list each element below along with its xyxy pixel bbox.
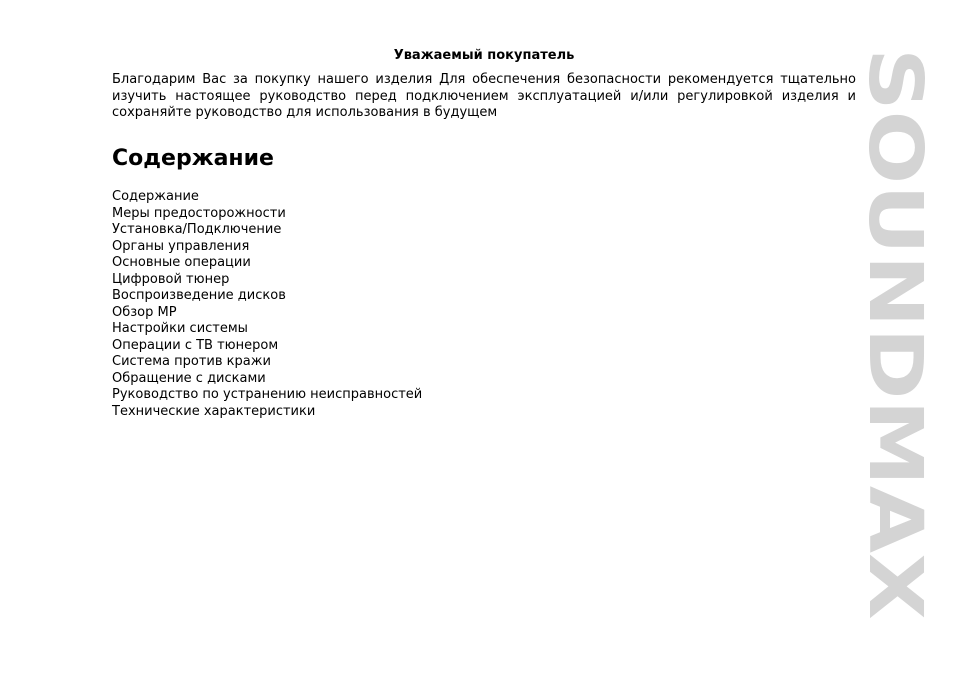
toc-heading: Содержание — [112, 146, 274, 171]
toc-item: Технические характеристики — [112, 403, 316, 419]
toc-item: Меры предосторожности — [112, 205, 286, 221]
toc-item: Воспроизведение дисков — [112, 288, 286, 303]
toc-item: Система против кражи — [112, 354, 271, 369]
toc-item: Операции с ТВ тюнером — [112, 337, 279, 353]
soundmax-logo — [852, 48, 938, 620]
intro-paragraph — [112, 72, 856, 122]
toc-item: Органы управления — [112, 238, 250, 254]
toc-item: Содержание — [112, 189, 199, 204]
soundmax-logo-text: SOUNDMAX — [852, 48, 938, 536]
greeting-title: Уважаемый покупатель — [393, 48, 575, 63]
toc-item: Настройки системы — [112, 321, 248, 336]
toc-item: Основные операции — [112, 255, 251, 270]
toc-list — [112, 189, 422, 420]
toc-item: Руководство по устранению неисправностей — [112, 387, 423, 402]
intro-line: сохраняйте руководство для использования в будущем — [112, 105, 498, 120]
intro-line: Благодарим Вас за покупку нашего изделия Для обеспечения безопасности рекомендуется тщательно — [112, 72, 856, 87]
toc-item: Обращение с дисками — [112, 370, 266, 386]
toc-item: Цифровой тюнер — [112, 271, 230, 287]
intro-line: изучить настоящее руководство перед подключением эксплуатацией и/или регулировкой изделия и — [112, 88, 856, 104]
toc-item: Установка/Подключение — [112, 222, 282, 237]
toc-item: Обзор МР — [112, 304, 177, 320]
